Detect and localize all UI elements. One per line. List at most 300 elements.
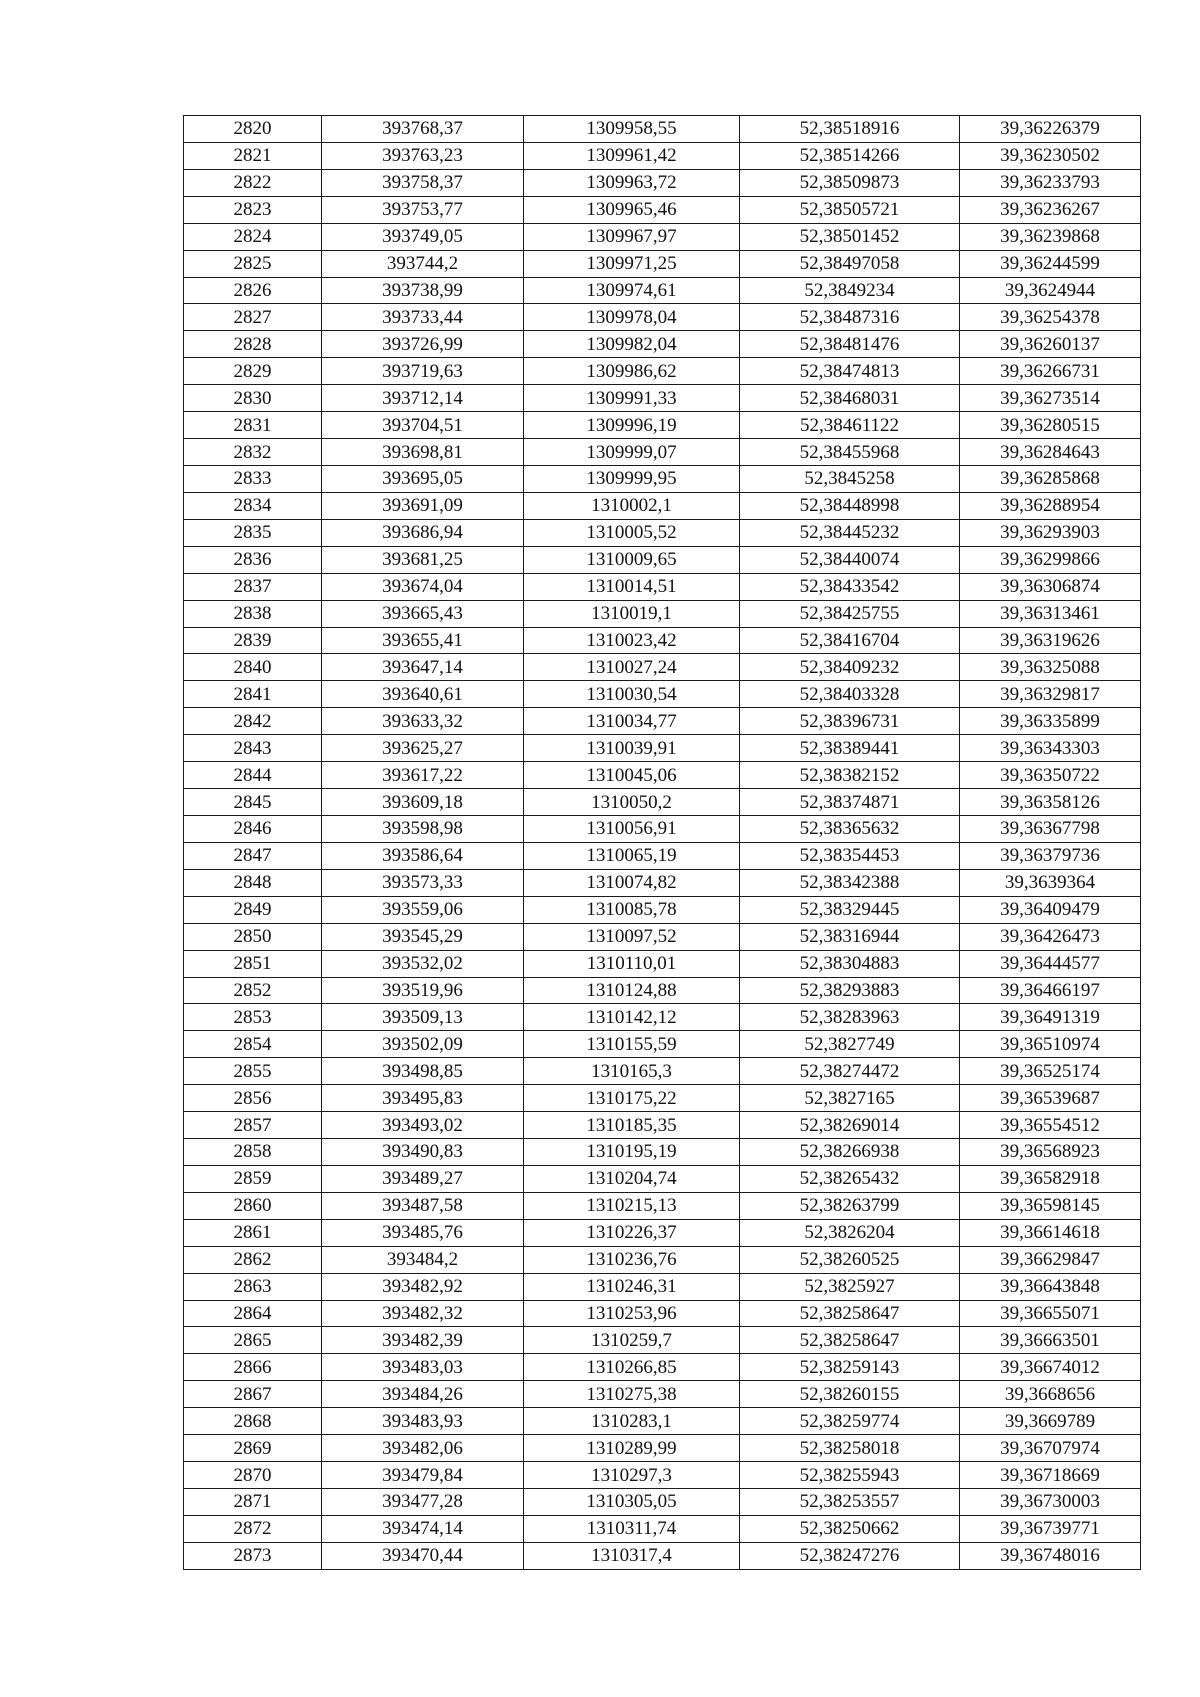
y-coordinate-cell: 1310253,96 [524, 1300, 740, 1327]
x-coordinate-cell: 393768,37 [322, 116, 524, 143]
x-coordinate-cell: 393477,28 [322, 1489, 524, 1516]
longitude-cell: 39,36288954 [960, 492, 1141, 519]
point-number-cell: 2851 [184, 950, 322, 977]
x-coordinate-cell: 393532,02 [322, 950, 524, 977]
table-row [184, 1112, 1141, 1139]
longitude-cell: 39,36273514 [960, 385, 1141, 412]
table-row [184, 950, 1141, 977]
point-number-cell: 2866 [184, 1354, 322, 1381]
table-row [184, 923, 1141, 950]
longitude-cell: 39,36306874 [960, 573, 1141, 600]
longitude-cell: 39,3669789 [960, 1408, 1141, 1435]
y-coordinate-cell: 1310050,2 [524, 789, 740, 816]
longitude-cell: 39,36350722 [960, 762, 1141, 789]
table-row [184, 142, 1141, 169]
y-coordinate-cell: 1310110,01 [524, 950, 740, 977]
latitude-cell: 52,38396731 [740, 708, 960, 735]
point-number-cell: 2821 [184, 142, 322, 169]
point-number-cell: 2843 [184, 735, 322, 762]
y-coordinate-cell: 1310175,22 [524, 1085, 740, 1112]
point-number-cell: 2869 [184, 1435, 322, 1462]
x-coordinate-cell: 393470,44 [322, 1542, 524, 1569]
latitude-cell: 52,38255943 [740, 1462, 960, 1489]
y-coordinate-cell: 1310014,51 [524, 573, 740, 600]
latitude-cell: 52,38258647 [740, 1327, 960, 1354]
y-coordinate-cell: 1310027,24 [524, 654, 740, 681]
latitude-cell: 52,38354453 [740, 842, 960, 869]
latitude-cell: 52,38481476 [740, 331, 960, 358]
y-coordinate-cell: 1310297,3 [524, 1462, 740, 1489]
point-number-cell: 2861 [184, 1219, 322, 1246]
y-coordinate-cell: 1309963,72 [524, 169, 740, 196]
latitude-cell: 52,38425755 [740, 600, 960, 627]
point-number-cell: 2828 [184, 331, 322, 358]
longitude-cell: 39,36466197 [960, 977, 1141, 1004]
y-coordinate-cell: 1309974,61 [524, 277, 740, 304]
longitude-cell: 39,36260137 [960, 331, 1141, 358]
point-number-cell: 2855 [184, 1058, 322, 1085]
table-row [184, 358, 1141, 385]
table-row [184, 196, 1141, 223]
table-row [184, 277, 1141, 304]
latitude-cell: 52,38250662 [740, 1515, 960, 1542]
longitude-cell: 39,36335899 [960, 708, 1141, 735]
table-row [184, 1435, 1141, 1462]
latitude-cell: 52,38258647 [740, 1300, 960, 1327]
y-coordinate-cell: 1310236,76 [524, 1246, 740, 1273]
table-row [184, 1489, 1141, 1516]
y-coordinate-cell: 1310185,35 [524, 1112, 740, 1139]
x-coordinate-cell: 393609,18 [322, 789, 524, 816]
table-row [184, 654, 1141, 681]
latitude-cell: 52,38269014 [740, 1112, 960, 1139]
point-number-cell: 2837 [184, 573, 322, 600]
y-coordinate-cell: 1310019,1 [524, 600, 740, 627]
latitude-cell: 52,38403328 [740, 681, 960, 708]
table-row [184, 1031, 1141, 1058]
point-number-cell: 2852 [184, 977, 322, 1004]
longitude-cell: 39,36379736 [960, 842, 1141, 869]
point-number-cell: 2832 [184, 439, 322, 466]
longitude-cell: 39,36707974 [960, 1435, 1141, 1462]
latitude-cell: 52,38274472 [740, 1058, 960, 1085]
point-number-cell: 2844 [184, 762, 322, 789]
longitude-cell: 39,36748016 [960, 1542, 1141, 1569]
point-number-cell: 2862 [184, 1246, 322, 1273]
longitude-cell: 39,36554512 [960, 1112, 1141, 1139]
latitude-cell: 52,38509873 [740, 169, 960, 196]
point-number-cell: 2827 [184, 304, 322, 331]
coordinates-table [183, 115, 1141, 1570]
latitude-cell: 52,38263799 [740, 1192, 960, 1219]
x-coordinate-cell: 393674,04 [322, 573, 524, 600]
latitude-cell: 52,3826204 [740, 1219, 960, 1246]
table-row [184, 735, 1141, 762]
table-row [184, 331, 1141, 358]
longitude-cell: 39,36582918 [960, 1165, 1141, 1192]
latitude-cell: 52,38433542 [740, 573, 960, 600]
y-coordinate-cell: 1310023,42 [524, 627, 740, 654]
table-row [184, 815, 1141, 842]
x-coordinate-cell: 393482,06 [322, 1435, 524, 1462]
y-coordinate-cell: 1310275,38 [524, 1381, 740, 1408]
y-coordinate-cell: 1310034,77 [524, 708, 740, 735]
latitude-cell: 52,38440074 [740, 546, 960, 573]
point-number-cell: 2847 [184, 842, 322, 869]
x-coordinate-cell: 393695,05 [322, 465, 524, 492]
y-coordinate-cell: 1310155,59 [524, 1031, 740, 1058]
point-number-cell: 2853 [184, 1004, 322, 1031]
latitude-cell: 52,38487316 [740, 304, 960, 331]
longitude-cell: 39,36254378 [960, 304, 1141, 331]
point-number-cell: 2856 [184, 1085, 322, 1112]
x-coordinate-cell: 393698,81 [322, 439, 524, 466]
longitude-cell: 39,36293903 [960, 519, 1141, 546]
point-number-cell: 2835 [184, 519, 322, 546]
y-coordinate-cell: 1310005,52 [524, 519, 740, 546]
point-number-cell: 2863 [184, 1273, 322, 1300]
x-coordinate-cell: 393712,14 [322, 385, 524, 412]
x-coordinate-cell: 393625,27 [322, 735, 524, 762]
x-coordinate-cell: 393502,09 [322, 1031, 524, 1058]
latitude-cell: 52,38448998 [740, 492, 960, 519]
x-coordinate-cell: 393753,77 [322, 196, 524, 223]
longitude-cell: 39,36614618 [960, 1219, 1141, 1246]
point-number-cell: 2831 [184, 412, 322, 439]
point-number-cell: 2842 [184, 708, 322, 735]
longitude-cell: 39,36230502 [960, 142, 1141, 169]
latitude-cell: 52,38253557 [740, 1489, 960, 1516]
x-coordinate-cell: 393474,14 [322, 1515, 524, 1542]
point-number-cell: 2834 [184, 492, 322, 519]
longitude-cell: 39,36568923 [960, 1139, 1141, 1166]
y-coordinate-cell: 1310317,4 [524, 1542, 740, 1569]
x-coordinate-cell: 393490,83 [322, 1139, 524, 1166]
longitude-cell: 39,36674012 [960, 1354, 1141, 1381]
latitude-cell: 52,38445232 [740, 519, 960, 546]
longitude-cell: 39,36730003 [960, 1489, 1141, 1516]
x-coordinate-cell: 393482,92 [322, 1273, 524, 1300]
x-coordinate-cell: 393559,06 [322, 896, 524, 923]
x-coordinate-cell: 393691,09 [322, 492, 524, 519]
longitude-cell: 39,36280515 [960, 412, 1141, 439]
x-coordinate-cell: 393733,44 [322, 304, 524, 331]
table-row [184, 169, 1141, 196]
longitude-cell: 39,3624944 [960, 277, 1141, 304]
x-coordinate-cell: 393681,25 [322, 546, 524, 573]
longitude-cell: 39,36491319 [960, 1004, 1141, 1031]
table-row [184, 789, 1141, 816]
latitude-cell: 52,38304883 [740, 950, 960, 977]
point-number-cell: 2823 [184, 196, 322, 223]
table-row [184, 842, 1141, 869]
y-coordinate-cell: 1310065,19 [524, 842, 740, 869]
point-number-cell: 2868 [184, 1408, 322, 1435]
y-coordinate-cell: 1309965,46 [524, 196, 740, 223]
point-number-cell: 2859 [184, 1165, 322, 1192]
longitude-cell: 39,36236267 [960, 196, 1141, 223]
point-number-cell: 2829 [184, 358, 322, 385]
y-coordinate-cell: 1310266,85 [524, 1354, 740, 1381]
latitude-cell: 52,38468031 [740, 385, 960, 412]
table-row [184, 1381, 1141, 1408]
y-coordinate-cell: 1310259,7 [524, 1327, 740, 1354]
latitude-cell: 52,38258018 [740, 1435, 960, 1462]
y-coordinate-cell: 1310215,13 [524, 1192, 740, 1219]
point-number-cell: 2865 [184, 1327, 322, 1354]
table-row [184, 977, 1141, 1004]
longitude-cell: 39,36226379 [960, 116, 1141, 143]
y-coordinate-cell: 1309986,62 [524, 358, 740, 385]
y-coordinate-cell: 1310085,78 [524, 896, 740, 923]
table-row [184, 1515, 1141, 1542]
longitude-cell: 39,36539687 [960, 1085, 1141, 1112]
x-coordinate-cell: 393763,23 [322, 142, 524, 169]
x-coordinate-cell: 393586,64 [322, 842, 524, 869]
point-number-cell: 2845 [184, 789, 322, 816]
y-coordinate-cell: 1310204,74 [524, 1165, 740, 1192]
latitude-cell: 52,38461122 [740, 412, 960, 439]
y-coordinate-cell: 1309999,95 [524, 465, 740, 492]
latitude-cell: 52,3825927 [740, 1273, 960, 1300]
point-number-cell: 2846 [184, 815, 322, 842]
y-coordinate-cell: 1310002,1 [524, 492, 740, 519]
y-coordinate-cell: 1310311,74 [524, 1515, 740, 1542]
point-number-cell: 2850 [184, 923, 322, 950]
point-number-cell: 2873 [184, 1542, 322, 1569]
y-coordinate-cell: 1310289,99 [524, 1435, 740, 1462]
table-row [184, 1354, 1141, 1381]
x-coordinate-cell: 393493,02 [322, 1112, 524, 1139]
latitude-cell: 52,38265432 [740, 1165, 960, 1192]
x-coordinate-cell: 393484,2 [322, 1246, 524, 1273]
longitude-cell: 39,36409479 [960, 896, 1141, 923]
y-coordinate-cell: 1310165,3 [524, 1058, 740, 1085]
longitude-cell: 39,3639364 [960, 869, 1141, 896]
latitude-cell: 52,38329445 [740, 896, 960, 923]
table-row [184, 250, 1141, 277]
point-number-cell: 2838 [184, 600, 322, 627]
longitude-cell: 39,36284643 [960, 439, 1141, 466]
latitude-cell: 52,38514266 [740, 142, 960, 169]
table-row [184, 573, 1141, 600]
latitude-cell: 52,38260155 [740, 1381, 960, 1408]
y-coordinate-cell: 1310283,1 [524, 1408, 740, 1435]
x-coordinate-cell: 393749,05 [322, 223, 524, 250]
x-coordinate-cell: 393704,51 [322, 412, 524, 439]
longitude-cell: 39,36525174 [960, 1058, 1141, 1085]
latitude-cell: 52,3849234 [740, 277, 960, 304]
latitude-cell: 52,38247276 [740, 1542, 960, 1569]
table-row [184, 465, 1141, 492]
latitude-cell: 52,38416704 [740, 627, 960, 654]
point-number-cell: 2833 [184, 465, 322, 492]
point-number-cell: 2820 [184, 116, 322, 143]
point-number-cell: 2830 [184, 385, 322, 412]
point-number-cell: 2864 [184, 1300, 322, 1327]
coordinates-table-body [184, 116, 1141, 1570]
y-coordinate-cell: 1310226,37 [524, 1219, 740, 1246]
longitude-cell: 39,36233793 [960, 169, 1141, 196]
table-row [184, 896, 1141, 923]
point-number-cell: 2825 [184, 250, 322, 277]
y-coordinate-cell: 1310009,65 [524, 546, 740, 573]
table-row [184, 519, 1141, 546]
longitude-cell: 39,36444577 [960, 950, 1141, 977]
point-number-cell: 2854 [184, 1031, 322, 1058]
y-coordinate-cell: 1310246,31 [524, 1273, 740, 1300]
latitude-cell: 52,3827749 [740, 1031, 960, 1058]
latitude-cell: 52,38389441 [740, 735, 960, 762]
x-coordinate-cell: 393726,99 [322, 331, 524, 358]
x-coordinate-cell: 393655,41 [322, 627, 524, 654]
y-coordinate-cell: 1310074,82 [524, 869, 740, 896]
table-row [184, 708, 1141, 735]
longitude-cell: 39,36313461 [960, 600, 1141, 627]
x-coordinate-cell: 393665,43 [322, 600, 524, 627]
table-row [184, 1219, 1141, 1246]
latitude-cell: 52,38501452 [740, 223, 960, 250]
latitude-cell: 52,3827165 [740, 1085, 960, 1112]
table-row [184, 762, 1141, 789]
table-row [184, 1192, 1141, 1219]
latitude-cell: 52,38365632 [740, 815, 960, 842]
x-coordinate-cell: 393744,2 [322, 250, 524, 277]
table-row [184, 492, 1141, 519]
x-coordinate-cell: 393617,22 [322, 762, 524, 789]
longitude-cell: 39,36266731 [960, 358, 1141, 385]
longitude-cell: 39,36718669 [960, 1462, 1141, 1489]
table-row [184, 1542, 1141, 1569]
longitude-cell: 39,36325088 [960, 654, 1141, 681]
table-row [184, 600, 1141, 627]
y-coordinate-cell: 1310045,06 [524, 762, 740, 789]
x-coordinate-cell: 393483,93 [322, 1408, 524, 1435]
x-coordinate-cell: 393509,13 [322, 1004, 524, 1031]
longitude-cell: 39,3668656 [960, 1381, 1141, 1408]
latitude-cell: 52,38474813 [740, 358, 960, 385]
y-coordinate-cell: 1310097,52 [524, 923, 740, 950]
y-coordinate-cell: 1309991,33 [524, 385, 740, 412]
latitude-cell: 52,38342388 [740, 869, 960, 896]
x-coordinate-cell: 393484,26 [322, 1381, 524, 1408]
table-row [184, 412, 1141, 439]
x-coordinate-cell: 393482,39 [322, 1327, 524, 1354]
point-number-cell: 2840 [184, 654, 322, 681]
y-coordinate-cell: 1309961,42 [524, 142, 740, 169]
table-row [184, 1300, 1141, 1327]
latitude-cell: 52,38455968 [740, 439, 960, 466]
x-coordinate-cell: 393686,94 [322, 519, 524, 546]
x-coordinate-cell: 393519,96 [322, 977, 524, 1004]
table-row [184, 385, 1141, 412]
table-row [184, 627, 1141, 654]
x-coordinate-cell: 393489,27 [322, 1165, 524, 1192]
longitude-cell: 39,36663501 [960, 1327, 1141, 1354]
point-number-cell: 2841 [184, 681, 322, 708]
latitude-cell: 52,38259774 [740, 1408, 960, 1435]
latitude-cell: 52,38382152 [740, 762, 960, 789]
point-number-cell: 2871 [184, 1489, 322, 1516]
point-number-cell: 2848 [184, 869, 322, 896]
x-coordinate-cell: 393479,84 [322, 1462, 524, 1489]
table-row [184, 304, 1141, 331]
longitude-cell: 39,36299866 [960, 546, 1141, 573]
x-coordinate-cell: 393573,33 [322, 869, 524, 896]
table-row [184, 1004, 1141, 1031]
x-coordinate-cell: 393495,83 [322, 1085, 524, 1112]
longitude-cell: 39,36244599 [960, 250, 1141, 277]
point-number-cell: 2839 [184, 627, 322, 654]
table-row [184, 439, 1141, 466]
y-coordinate-cell: 1309999,07 [524, 439, 740, 466]
table-row [184, 1085, 1141, 1112]
y-coordinate-cell: 1310124,88 [524, 977, 740, 1004]
table-row [184, 1246, 1141, 1273]
x-coordinate-cell: 393482,32 [322, 1300, 524, 1327]
table-row [184, 223, 1141, 250]
point-number-cell: 2870 [184, 1462, 322, 1489]
y-coordinate-cell: 1309982,04 [524, 331, 740, 358]
latitude-cell: 52,38260525 [740, 1246, 960, 1273]
latitude-cell: 52,3845258 [740, 465, 960, 492]
x-coordinate-cell: 393647,14 [322, 654, 524, 681]
table-row [184, 116, 1141, 143]
point-number-cell: 2857 [184, 1112, 322, 1139]
longitude-cell: 39,36319626 [960, 627, 1141, 654]
latitude-cell: 52,38497058 [740, 250, 960, 277]
x-coordinate-cell: 393719,63 [322, 358, 524, 385]
table-row [184, 1462, 1141, 1489]
point-number-cell: 2822 [184, 169, 322, 196]
y-coordinate-cell: 1310305,05 [524, 1489, 740, 1516]
x-coordinate-cell: 393545,29 [322, 923, 524, 950]
longitude-cell: 39,36285868 [960, 465, 1141, 492]
table-row [184, 1408, 1141, 1435]
x-coordinate-cell: 393758,37 [322, 169, 524, 196]
y-coordinate-cell: 1309996,19 [524, 412, 740, 439]
y-coordinate-cell: 1309978,04 [524, 304, 740, 331]
x-coordinate-cell: 393487,58 [322, 1192, 524, 1219]
latitude-cell: 52,38316944 [740, 923, 960, 950]
point-number-cell: 2867 [184, 1381, 322, 1408]
longitude-cell: 39,36598145 [960, 1192, 1141, 1219]
x-coordinate-cell: 393483,03 [322, 1354, 524, 1381]
x-coordinate-cell: 393485,76 [322, 1219, 524, 1246]
longitude-cell: 39,36239868 [960, 223, 1141, 250]
y-coordinate-cell: 1310039,91 [524, 735, 740, 762]
table-row [184, 869, 1141, 896]
x-coordinate-cell: 393640,61 [322, 681, 524, 708]
longitude-cell: 39,36643848 [960, 1273, 1141, 1300]
point-number-cell: 2858 [184, 1139, 322, 1166]
table-row [184, 1058, 1141, 1085]
latitude-cell: 52,38283963 [740, 1004, 960, 1031]
longitude-cell: 39,36358126 [960, 789, 1141, 816]
latitude-cell: 52,38409232 [740, 654, 960, 681]
longitude-cell: 39,36510974 [960, 1031, 1141, 1058]
y-coordinate-cell: 1309971,25 [524, 250, 740, 277]
latitude-cell: 52,38505721 [740, 196, 960, 223]
point-number-cell: 2826 [184, 277, 322, 304]
latitude-cell: 52,38374871 [740, 789, 960, 816]
point-number-cell: 2872 [184, 1515, 322, 1542]
y-coordinate-cell: 1310142,12 [524, 1004, 740, 1031]
y-coordinate-cell: 1309958,55 [524, 116, 740, 143]
y-coordinate-cell: 1309967,97 [524, 223, 740, 250]
point-number-cell: 2849 [184, 896, 322, 923]
x-coordinate-cell: 393598,98 [322, 815, 524, 842]
